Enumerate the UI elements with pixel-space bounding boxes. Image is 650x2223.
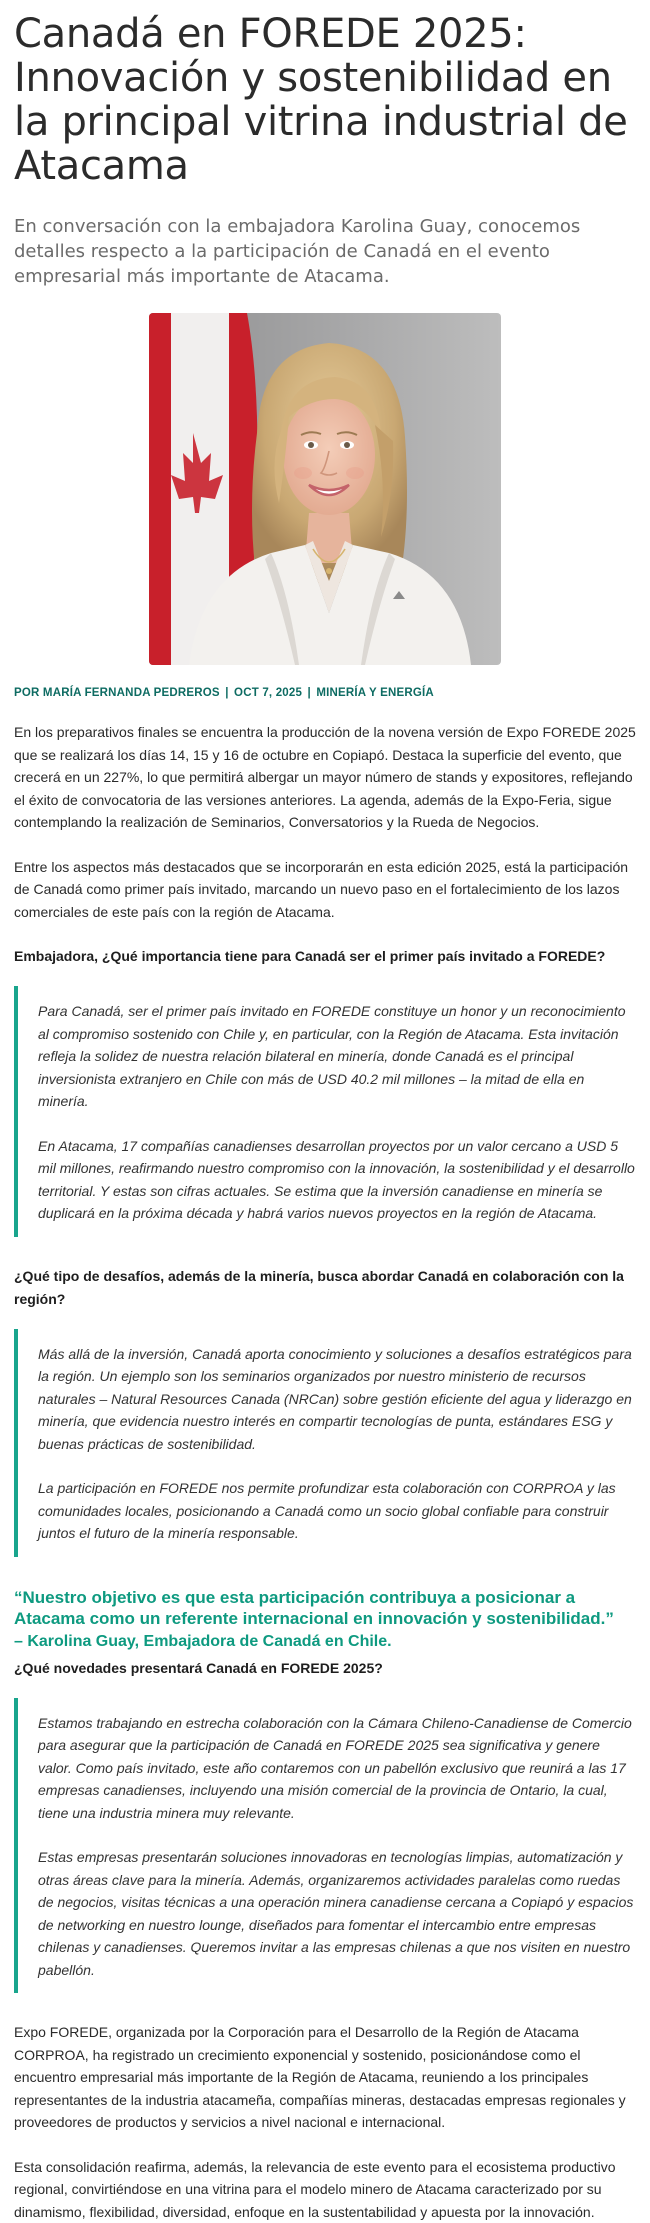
- interview-answer-2: [14, 1329, 636, 1557]
- answer-paragraph: Para Canadá, ser el primer país invitado en FOREDE constituye un honor y un reconocimiento al compromiso sostenido con Chile y, en particular, con la Región de Atacama. Esta invitación refleja la solidez de nuestra relación bilateral en minería, donde Canadá es el principal inversionista extranjero en Chile con más de USD 40.2 mil millones – la mitad de ella en minería.: [38, 1000, 636, 1113]
- answer-paragraph: En Atacama, 17 compañías canadienses desarrollan proyectos por un valor cercano a USD 5 mil millones, reafirmando nuestro compromiso con la innovación, la sostenibilidad y el desarrollo territorial. Y estas son cifras actuales. Se estima que la inversión canadiense en minería se duplicará en la próxima década y habrá varios nuevos proyectos en la región de Atacama.: [38, 1135, 636, 1225]
- interview-question-2: ¿Qué tipo de desafíos, además de la minería, busca abordar Canadá en colaboración con la región?: [14, 1265, 636, 1311]
- closing-paragraph: Esta consolidación reafirma, además, la relevancia de este evento para el ecosistema productivo regional, convirtiéndose en una vitrina para el modelo minero de Atacama caracterizado por su dinamismo, flexibilidad, diversidad, enfoque en la sustentabilidad y apuesta por la innovación.: [14, 2156, 636, 2223]
- article-title: Canadá en FOREDE 2025: Innovación y sostenibilidad en la principal vitrina industrial de Atacama: [14, 12, 636, 188]
- article-date: OCT 7, 2025: [234, 687, 302, 699]
- article-subtitle: En conversación con la embajadora Karolina Guay, conocemos detalles respecto a la participación de Canadá en el evento empresarial más importante de Atacama.: [14, 214, 636, 289]
- answer-paragraph: La participación en FOREDE nos permite profundizar esta colaboración con CORPROA y las comunidades locales, posicionando a Canadá como un socio global confiable para construir juntos el futuro de la minería responsable.: [38, 1477, 636, 1545]
- pull-quote-attribution: – Karolina Guay, Embajadora de Canadá en Chile.: [14, 1631, 636, 1653]
- article-category[interactable]: MINERÍA Y ENERGÍA: [316, 687, 434, 699]
- answer-paragraph: Más allá de la inversión, Canadá aporta conocimiento y soluciones a desafíos estratégicos para la región. Un ejemplo son los seminarios organizados por nuestro ministerio de recursos naturales – Natural Resources Canada (NRCan) sobre gestión eficiente del agua y liderazgo en minería, que evidencia nuestro interés en compartir tecnologías de punta, estándares ESG y buenas prácticas de sostenibilidad.: [38, 1343, 636, 1456]
- interview-question-3: ¿Qué novedades presentará Canadá en FOREDE 2025?: [14, 1657, 636, 1680]
- meta-separator: |: [223, 687, 230, 699]
- intro-paragraph: En los preparativos finales se encuentra la producción de la novena versión de Expo FOREDE 2025 que se realizará los días 14, 15 y 16 de octubre en Copiapó. Destaca la superficie del evento, que crecerá en un 227%, lo que permitirá albergar un mayor número de stands y expositores, reflejando el éxito de convocatoria de las versiones anteriores. La agenda, además de la Expo-Feria, sigue contemplando la realización de Seminarios, Conversatorios y la Rueda de Negocios.: [14, 721, 636, 834]
- answer-paragraph: Estamos trabajando en estrecha colaboración con la Cámara Chileno-Canadiense de Comercio para asegurar que la participación de Canadá en FOREDE 2025 sea significativa y genere valor. Como país invitado, este año contaremos con un pabellón exclusivo que reunirá a las 17 empresas canadienses, incluyendo una misión comercial de la provincia de Ontario, la cual, tiene una industria minera muy relevante.: [38, 1712, 636, 1825]
- corproa-paragraph: Expo FOREDE, organizada por la Corporación para el Desarrollo de la Región de Atacama CORPROA, ha registrado un crecimiento exponencial y sostenido, posicionándose como el encuentro empresarial más importante de la Región de Atacama, reuniendo a los principales representantes de la industria atacameña, compañías mineras, destacadas empresas regionales y proveedores de productos y servicios a nivel nacional e internacional.: [14, 2021, 636, 2134]
- ambassador-portrait-photo: [149, 313, 501, 665]
- answer-paragraph: Estas empresas presentarán soluciones innovadoras en tecnologías limpias, automatización y otras áreas clave para la minería. Además, organizaremos actividades paralelas como ruedas de negocios, visitas técnicas a una operación minera canadiense cercana a Copiapó y espacios de networking en nuestro lounge, diseñados para fomentar el intercambio entre empresas chilenas y canadienses. Queremos invitar a las empresas chilenas a que nos visiten en nuestro pabellón.: [38, 1846, 636, 1981]
- interview-answer-3: [14, 1698, 636, 1994]
- context-paragraph: Entre los aspectos más destacados que se incorporarán en esta edición 2025, está la participación de Canadá como primer país invitado, marcando un nuevo paso en el fortalecimiento de los lazos comerciales de este país con la región de Atacama.: [14, 856, 636, 924]
- interview-question-1: Embajadora, ¿Qué importancia tiene para Canadá ser el primer país invitado a FOREDE?: [14, 945, 636, 968]
- meta-separator: |: [306, 687, 313, 699]
- pull-quote: “Nuestro objetivo es que esta participación contribuya a posicionar a Atacama como un referente internacional en innovación y sostenibilidad.”: [14, 1587, 636, 1629]
- article-meta: [14, 687, 636, 699]
- interview-answer-1: [14, 986, 636, 1237]
- article-author[interactable]: POR MARÍA FERNANDA PEDREROS: [14, 687, 220, 699]
